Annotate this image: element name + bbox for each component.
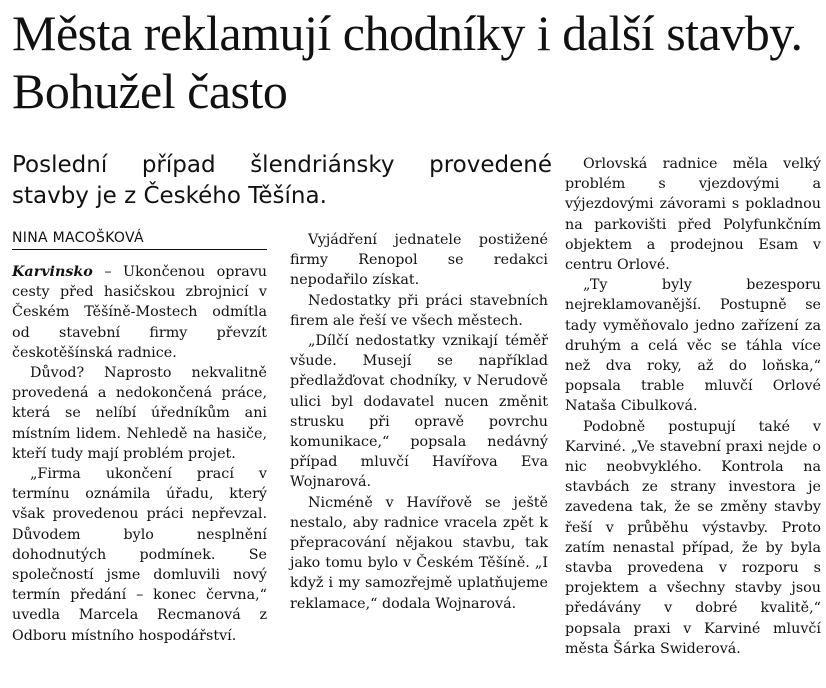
headline: Města reklamují chodníky i další stavby. Bohužel často <box>12 5 803 119</box>
paragraph: „Firma ukončení prací v termínu oznámila úřadu, který však provedenou práci nepřevzal. Důvodem bylo nesplnění dohodnutých podmínek. Se společností jsme domluvili nový termín předání – konec června,“ uvedla Marcela Recmanová z Odboru místního hospodářství. <box>12 466 267 644</box>
article-column-3 <box>565 154 821 659</box>
paragraph: „Ty byly bezesporu nejreklamovanější. Postupně se tady vyměňovalo jedno zařízení za druhým a celá věc se táhla více než dva roky, až do loňska,“ popsala trable mluvčí Orlové Nataša Cibulková. <box>565 277 821 415</box>
article-column-2 <box>290 230 548 614</box>
article-column-1 <box>12 262 267 646</box>
lead-location: Karvinsko <box>12 264 93 280</box>
paragraph: Nicméně v Havířově se ještě nestalo, aby radnice vracela zpět k přepracování nějakou stavbu, tak jako tomu bylo v Českém Těšíně. „I když i my samozřejmě uplatňujeme reklamace,“ dodala Wojnarová. <box>290 494 548 612</box>
paragraph: Důvod? Naprosto nekvalitně provedená a nedokončená práce, která se nelíbí úředníkům ani místním lidem. Nehledě na hasiče, kteří tudy mají problém projet. <box>12 365 267 462</box>
paragraph: Nedostatky při práci stavebních firem ale řeší ve všech městech. <box>290 292 548 329</box>
paragraph: Podobně postupují také v Karviné. „Ve stavební praxi nejde o nic neobvyklého. Kontrola na stavbách ze strany investora je zavedena tak, že se změny stavby řeší v průběhu výstavby. Proto zatím nenastal případ, že by byla stavba provedena v rozporu s projektem a všechny stavby jsou předávány v dobré kvalitě,“ popsala praxi v Karviné mluvčí města Šárka Swiderová. <box>565 418 821 657</box>
paragraph <box>12 262 267 363</box>
paragraph: „Dílčí nedostatky vznikají téměř všude. Musejí se například předlažďovat chodníky, v Nerudově ulici byl dodavatel nucen změnit strusku při opravě povrchu komunikace,“ popsala nedávný případ mluvčí Havířova Eva Wojnarová. <box>290 333 548 491</box>
subheadline: Poslední případ šlendriánsky provedené stavby je z Českého Těšína. <box>12 152 552 209</box>
paragraph: Orlovská radnice měla velký problém s vjezdovými a výjezdovými závorami s pokladnou na parkovišti před Polyfunkčním objektem a prodejnou Esam v centru Orlové. <box>565 156 821 274</box>
byline: NINA MACOŠKOVÁ <box>12 230 267 250</box>
paragraph-text: – Ukončenou opravu cesty před hasičskou zbrojnicí v Českém Těšíně-Mostech odmítla od stavební firmy převzít českotěšínská radnice. <box>12 264 267 361</box>
paragraph: Vyjádření jednatele postižené firmy Renopol se redakci nepodařilo získat. <box>290 232 548 289</box>
